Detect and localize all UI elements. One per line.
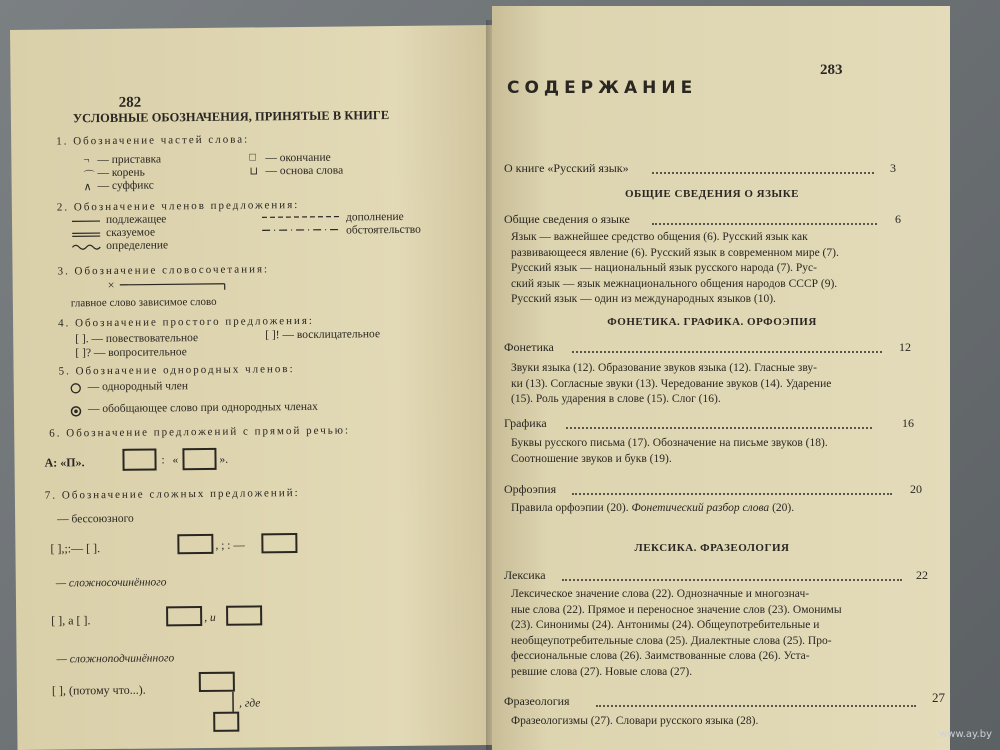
type-asyndetic: — бессоюзного: [57, 512, 134, 526]
legend-prefix: — приставка: [97, 153, 162, 167]
direct-speech-quote-close: ».: [219, 453, 229, 466]
main-clause-box: [199, 672, 235, 692]
left-page: [10, 25, 500, 750]
toc-section-heading: ФОНЕТИКА. ГРАФИКА. ОРФОЭПИЯ: [607, 316, 817, 328]
legend-subject: подлежащее: [105, 213, 167, 227]
compound-separator: , и: [204, 611, 216, 624]
legend-ending: — окончание: [265, 151, 331, 165]
object-adverbial-marks: [262, 212, 342, 238]
toc-entry-label: Общие сведения о языке: [504, 212, 630, 226]
prefix-icon: ¬: [83, 154, 90, 167]
page-number: 283: [820, 62, 843, 78]
speech-box: [182, 448, 216, 470]
toc-entry-page: 22: [916, 568, 928, 582]
homogeneous-marks: [70, 382, 84, 422]
section-5-heading: 5. Обозначение однородных членов:: [58, 363, 295, 378]
section-7-heading: 7. Обозначение сложных предложений:: [44, 486, 300, 502]
type-compound: — сложносочинённого: [55, 576, 167, 590]
legend-generalizing: — обобщающее слово при однородных членах: [87, 400, 318, 416]
toc-entry-label: Фразеология: [504, 694, 570, 708]
toc-entry-label: Фонетика: [504, 340, 554, 354]
legend-suffix: — суффикс: [97, 179, 154, 193]
page-title: СОДЕРЖАНИЕ: [507, 78, 698, 98]
page-title: УСЛОВНЫЕ ОБОЗНАЧЕНИЯ, ПРИНЯТЫЕ В КНИГЕ: [72, 108, 390, 126]
toc-entry-label: Лексика: [504, 568, 546, 582]
legend-root: — корень: [97, 166, 145, 180]
toc-dots: [562, 579, 902, 581]
clause-box: [226, 605, 262, 625]
toc-entry-page: 16: [902, 416, 914, 430]
formula-complex: [ ], (потому что...).: [51, 682, 146, 698]
watermark: www.ay.by: [939, 729, 992, 740]
section-3-heading: 3. Обозначение словосочетания:: [57, 263, 270, 278]
toc-paragraph-phonetics: Звуки языка (12). Образование звуков языка (12). Гласные зву- ки (13). Согласные звуки (13). Чередование звуков (14). Ударение (15). Роль ударения в слове (15). Слог (16).: [511, 362, 832, 405]
clause-box: [177, 534, 213, 554]
direct-speech-quote-open: «: [172, 454, 179, 467]
subordinate-clause-box: [213, 712, 239, 732]
phrase-caption: главное слово зависимое слово: [70, 295, 217, 310]
root-icon: ⌒: [83, 170, 95, 183]
clause-box: [166, 606, 202, 626]
formula-asyndetic: [ ],;:— [ ].: [50, 541, 101, 556]
toc-paragraph-phraseology: Фразеологизмы (27). Словари русского языка (28).: [511, 715, 759, 727]
legend-exclamatory: [ ]! — восклицательное: [265, 328, 381, 342]
toc-paragraph-general: Язык — важнейшее средство общения (6). Русский язык как развивающееся явление (6). Русский язык в современном мире (7). Русский язык — национальный язык русского народа (7). Рус- ский язык — язык межнационального общения народов СССР (9). Русский язык — один из международных языков (10).: [511, 231, 839, 305]
type-complex: — сложноподчинённого: [56, 652, 175, 666]
page-number: 282: [118, 94, 142, 111]
subordination-link: [227, 692, 239, 714]
toc-dots: [566, 427, 872, 429]
complex-connector: , где: [239, 697, 261, 710]
direct-speech-formula: А: «П».: [44, 455, 85, 470]
toc-dots: [572, 493, 892, 495]
suffix-icon: ∧: [83, 181, 92, 194]
legend-adverbial: обстоятельство: [346, 223, 421, 237]
sentence-member-marks: [72, 217, 102, 257]
toc-section-heading: ОБЩИЕ СВЕДЕНИЯ О ЯЗЫКЕ: [624, 188, 800, 200]
section-1-heading: 1. Обозначение частей слова:: [56, 133, 250, 148]
formula-compound: [ ], а [ ].: [51, 613, 91, 628]
toc-entry-page: 12: [899, 340, 911, 354]
toc-section-heading: ЛЕКСИКА. ФРАЗЕОЛОГИЯ: [634, 542, 790, 554]
section-6-heading: 6. Обозначение предложений с прямой речью:: [49, 424, 351, 440]
phrase-arrow: [120, 281, 230, 292]
toc-dots: [652, 172, 874, 174]
legend-predicate: сказуемое: [106, 226, 156, 240]
asyndetic-separator: , ; : —: [215, 539, 245, 552]
ending-icon: □: [249, 151, 257, 164]
clause-box: [261, 533, 297, 553]
toc-paragraph-orthoepy: Правила орфоэпии (20). Фонетический разбор слова (20).: [511, 502, 795, 514]
right-page: [492, 6, 950, 750]
section-2-heading: 2. Обозначение членов предложения:: [56, 198, 300, 214]
toc-entry-label: Графика: [504, 416, 547, 430]
direct-speech-colon: :: [161, 454, 165, 467]
stem-icon: ⊔: [249, 165, 259, 178]
legend-attribute: определение: [106, 239, 169, 253]
toc-dots: [572, 351, 882, 353]
toc-dots: [596, 705, 916, 707]
legend-object: дополнение: [345, 210, 404, 224]
legend-interrogative: [ ]? — вопросительное: [75, 346, 187, 360]
toc-entry-page: 6: [895, 212, 901, 226]
toc-dots: [652, 223, 877, 225]
toc-entry-page: 20: [910, 482, 922, 496]
toc-entry-page: 3: [890, 161, 896, 175]
toc-paragraph-lexis: Лексическое значение слова (22). Однозначные и многознач- ные слова (22). Прямое и переносное значение слов (23). Омонимы (23). Синонимы (24). Антонимы (24). Общеупотребительные и необщеупотребительные слова (25). Диалектные слова (25). Про- фессиональные слова (26). Заимствованные слова (26). Уста- ревшие слова (27). Новые слова (27).: [511, 588, 842, 678]
toc-entry-label: Орфоэпия: [504, 482, 557, 496]
legend-stem: — основа слова: [265, 164, 344, 178]
author-box: [122, 448, 156, 470]
toc-entry-label: О книге «Русский язык»: [504, 161, 629, 175]
phrase-main-mark: ×: [107, 277, 115, 292]
section-4-heading: 4. Обозначение простого предложения:: [58, 314, 315, 330]
legend-declarative: [ ]. — повествовательное: [75, 332, 199, 346]
legend-homogeneous: — однородный член: [87, 380, 189, 394]
toc-paragraph-graphics: Буквы русского письма (17). Обозначение на письме звуков (18). Соотношение звуков и букв (19).: [511, 437, 828, 465]
toc-entry-page: 27: [932, 690, 945, 705]
